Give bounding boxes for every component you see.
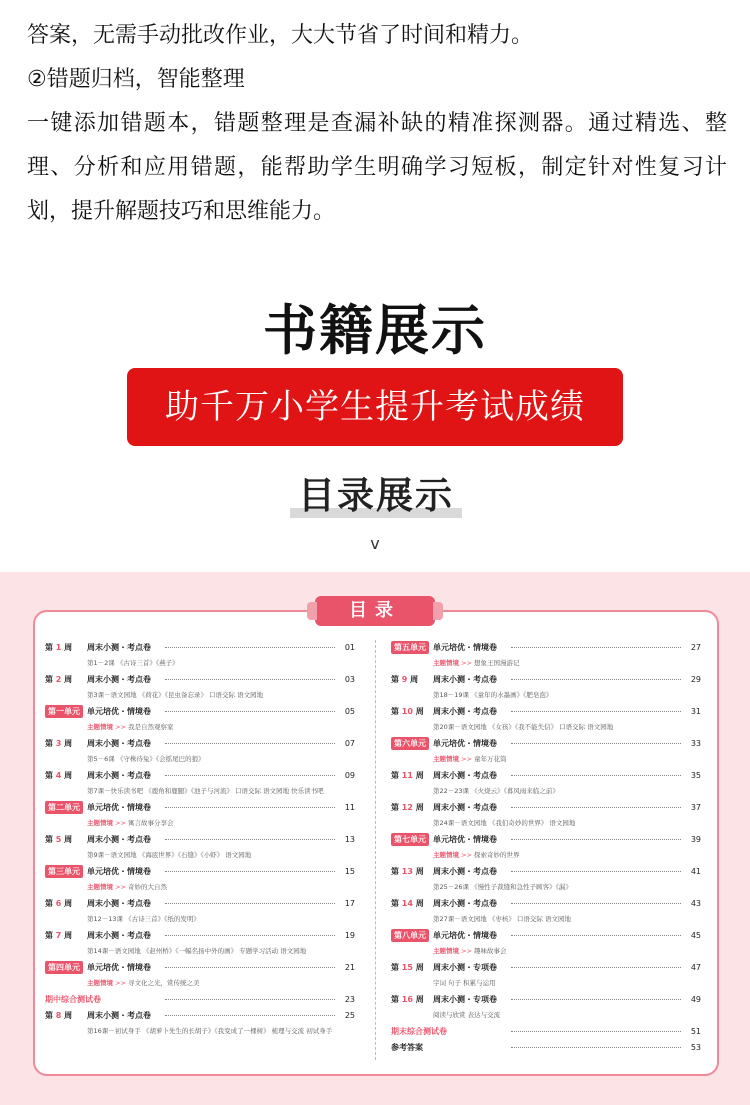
theme-arrow: >> [459,755,475,763]
week-suffix: 周 [61,1011,73,1020]
toc-lesson-line: 第27课－语文园地 《枣核》 口语交际 语文园地 [433,915,571,923]
toc-lesson-line: 第5－6课 《守株待兔》《会摇尾巴的狼》 [87,755,205,763]
toc-entry[interactable] [391,928,701,944]
intro-text [27,14,727,234]
toc-lesson-line: 阅读与欣赏 表达与交流 [433,1011,501,1019]
dot-leader [165,999,335,1000]
theme-text: 趣味故事会 [474,947,507,955]
entry-name: 周末小测・考点卷 [87,771,151,780]
week-number: 4 [55,771,62,780]
toc-entry[interactable] [391,704,701,720]
theme-tag: 主题情境 [87,819,113,827]
page-number: 07 [344,739,355,748]
week-label [45,832,87,848]
entry-name: 周末小测・专项卷 [433,995,497,1004]
toc-entry[interactable] [391,1040,701,1056]
unit-badge: 第八单元 [391,929,429,942]
intro-paragraph-2: 一键添加错题本，错题整理是查漏补缺的精准探测器。通过精选、整理、分析和应用错题，能帮助学生明确学习短板，制定针对性复习计划，提升解题技巧和思维能力。 [27,111,727,224]
entry-name: 周末小测・考点卷 [87,931,151,940]
week-number: 15 [401,963,413,972]
entry-name: 单元培优・情境卷 [433,643,497,652]
entry-name: 参考答案 [391,1043,423,1052]
entry-name: 周末小测・考点卷 [87,643,151,652]
page-number: 47 [690,963,701,972]
toc-entry[interactable] [391,832,701,848]
theme-tag: 主题情境 [433,851,459,859]
unit-badge: 第四单元 [45,961,83,974]
dot-leader [511,647,681,648]
column-divider [375,640,376,1060]
toc-theme-line [45,976,355,992]
toc-lesson-line: 第12－13课 《古诗三首》《纸的发明》 [87,915,200,923]
theme-tag: 主题情境 [433,659,459,667]
dot-leader [165,935,335,936]
dot-leader [511,775,681,776]
theme-arrow: >> [113,883,129,891]
toc-lesson-line: 第16课－初试身手 《胡萝卜先生的长胡子》《我变成了一棵树》 梳理与交流 初试身手 [87,1027,333,1035]
dot-leader [511,839,681,840]
entry-name: 周末小测・考点卷 [87,835,151,844]
toc-entry[interactable] [45,928,355,944]
toc-entry[interactable] [391,992,701,1008]
page-number: 51 [690,1027,701,1036]
theme-arrow: >> [459,947,475,955]
week-label [391,800,433,816]
unit-badge: 第五单元 [391,641,429,654]
dot-leader [165,871,335,872]
week-label [391,960,433,976]
section-title: 书籍展示 [263,299,487,362]
toc-entry[interactable] [391,800,701,816]
toc-lesson-line: 字词 句子 积累与运用 [433,979,496,987]
entry-name: 单元培优・情境卷 [433,739,497,748]
theme-tag: 主题情境 [433,947,459,955]
toc-entry[interactable] [391,736,701,752]
entry-name: 周末小测・考点卷 [433,899,497,908]
entry-name: 周末小测・考点卷 [87,739,151,748]
week-suffix: 周 [61,899,73,908]
theme-text: 寓言故事分享会 [128,819,174,827]
dot-leader [165,839,335,840]
week-number: 13 [401,867,413,876]
toc-lesson-line: 第1－2课 《古诗三首》《燕子》 [87,659,179,667]
toc-theme-line [45,816,355,832]
page-number: 33 [690,739,701,748]
toc-theme-line [45,720,355,736]
week-prefix: 第 [391,707,402,716]
page-number: 11 [344,803,355,812]
unit-badge: 第一单元 [45,705,83,718]
dot-leader [511,1047,681,1048]
unit-badge: 第三单元 [45,865,83,878]
week-number: 1 [55,643,62,652]
week-suffix: 周 [412,995,424,1004]
toc-lesson-line: 第24课－语文园地 《我们奇妙的世界》 语文园地 [433,819,576,827]
week-suffix: 周 [61,835,73,844]
toc-lesson-line: 第20课－语文园地 《女孩》《我不能失信》 口语交际 语文园地 [433,723,614,731]
toc-entry[interactable] [45,1008,355,1024]
dot-leader [511,1031,681,1032]
week-prefix: 第 [391,675,402,684]
chevron-down-icon: v [370,534,380,553]
week-prefix: 第 [391,995,402,1004]
entry-name: 单元培优・情境卷 [87,707,151,716]
week-suffix: 周 [61,675,73,684]
toc-entry[interactable] [45,736,355,752]
week-prefix: 第 [45,835,56,844]
week-label [391,704,433,720]
page-number: 53 [690,1043,701,1052]
page-number: 05 [344,707,355,716]
dot-leader [511,999,681,1000]
page-number: 03 [344,675,355,684]
toc-title: 目录 [315,596,435,626]
dot-leader [165,807,335,808]
unit-badge: 第二单元 [45,801,83,814]
dot-leader [165,967,335,968]
toc-entry[interactable] [45,864,355,880]
dot-leader [511,679,681,680]
page-number: 17 [344,899,355,908]
toc-entry[interactable] [45,768,355,784]
toc-left-column [45,640,355,1040]
week-prefix: 第 [391,867,402,876]
unit-badge: 第七单元 [391,833,429,846]
week-number: 16 [401,995,413,1004]
intro-line-1: 答案，无需手动批改作业，大大节省了时间和精力。 [27,23,534,48]
intro-heading-2: ②错题归档，智能整理 [27,67,245,92]
week-suffix: 周 [61,931,73,940]
page-number: 01 [344,643,355,652]
unit-badge: 第六单元 [391,737,429,750]
toc-lesson-line: 第7课－快乐读书吧 《鹿角和鹿腿》《池子与河流》 口语交际 语文园地 快乐读书吧 [87,787,324,795]
entry-name: 单元培优・情境卷 [87,867,151,876]
theme-tag: 主题情境 [87,883,113,891]
theme-tag: 主题情境 [87,723,113,731]
toc-entry[interactable] [391,640,701,656]
week-label [45,896,87,912]
toc-entry[interactable] [45,960,355,976]
week-label [45,736,87,752]
entry-name: 周末小测・考点卷 [87,1011,151,1020]
slogan-banner: 助千万小学生提升考试成绩 [127,368,623,446]
toc-right-column [391,640,701,1056]
week-number: 9 [401,675,408,684]
week-number: 12 [401,803,413,812]
week-prefix: 第 [391,771,402,780]
week-suffix: 周 [61,643,73,652]
dot-leader [511,903,681,904]
entry-name: 周末小测・考点卷 [433,771,497,780]
theme-text: 探索奇妙的世界 [474,851,520,859]
week-number: 10 [401,707,413,716]
page-number: 41 [690,867,701,876]
toc-lesson-line: 第14课－语文园地 《赵州桥》《一幅名扬中外的画》 专题学习活动 语文园地 [87,947,307,955]
toc-theme-line [391,848,701,864]
week-number: 2 [55,675,62,684]
week-prefix: 第 [45,643,56,652]
theme-tag: 主题情境 [87,979,113,987]
week-label [391,992,433,1008]
entry-name: 单元培优・情境卷 [433,931,497,940]
page-number: 35 [690,771,701,780]
page-number: 09 [344,771,355,780]
toc-lesson-line: 第22－23课 《火烧云》《暮风雨来临之前》 [433,787,559,795]
toc-theme-line [391,944,701,960]
week-number: 14 [401,899,413,908]
week-label [45,1008,87,1024]
entry-name: 周末小测・考点卷 [433,803,497,812]
page-number: 15 [344,867,355,876]
toc-entry[interactable] [45,672,355,688]
page-number: 13 [344,835,355,844]
dot-leader [165,679,335,680]
toc-entry[interactable] [45,800,355,816]
toc-entry[interactable] [45,640,355,656]
week-suffix: 周 [61,739,73,748]
entry-name: 期末综合测试卷 [391,1027,447,1036]
dot-leader [511,967,681,968]
theme-text: 奇妙的大自然 [128,883,168,891]
toc-theme-line [391,752,701,768]
week-label [391,768,433,784]
theme-arrow: >> [113,723,129,731]
week-label [391,672,433,688]
entry-name: 周末小测・考点卷 [87,899,151,908]
week-label [391,896,433,912]
theme-text: 童年万花筒 [474,755,507,763]
week-number: 7 [55,931,62,940]
week-prefix: 第 [45,739,56,748]
toc-lesson-line: 第18－19课 《童年的水墨画》《肥皂泡》 [433,691,553,699]
page-number: 37 [690,803,701,812]
week-prefix: 第 [391,899,402,908]
entry-name: 周末小测・考点卷 [433,675,497,684]
dot-leader [165,711,335,712]
dot-leader [165,647,335,648]
week-number: 3 [55,739,62,748]
entry-name: 周末小测・考点卷 [433,867,497,876]
week-suffix: 周 [412,867,424,876]
page-number: 31 [690,707,701,716]
page-number: 29 [690,675,701,684]
week-suffix: 周 [61,771,73,780]
week-prefix: 第 [45,899,56,908]
toc-entry[interactable] [391,960,701,976]
toc-entry[interactable] [391,768,701,784]
theme-text: 我是自然观察家 [128,723,174,731]
page-number: 43 [690,899,701,908]
week-prefix: 第 [45,675,56,684]
page-number: 45 [690,931,701,940]
toc-entry[interactable] [391,1024,701,1040]
theme-arrow: >> [459,659,475,667]
entry-name: 单元培优・情境卷 [87,803,151,812]
theme-arrow: >> [113,819,129,827]
week-suffix: 周 [412,707,424,716]
week-suffix: 周 [412,899,424,908]
toc-entry[interactable] [45,832,355,848]
toc-theme-line [45,880,355,896]
toc-subtitle [290,472,462,520]
subtitle-text: 目录展示 [298,474,454,517]
theme-text: 想象王国漫游记 [474,659,520,667]
week-prefix: 第 [45,771,56,780]
theme-arrow: >> [459,851,475,859]
entry-name: 周末小测・专项卷 [433,963,497,972]
dot-leader [511,743,681,744]
toc-entry[interactable] [45,704,355,720]
dot-leader [165,743,335,744]
week-label [391,864,433,880]
theme-text: 寻文化之光，赏传统之美 [128,979,200,987]
week-prefix: 第 [391,803,402,812]
week-label [45,928,87,944]
week-suffix: 周 [407,675,419,684]
toc-lesson-line: 第3课－语文园地 《荷花》《昆虫备忘录》 口语交际 语文园地 [87,691,264,699]
page-number: 39 [690,835,701,844]
week-suffix: 周 [412,771,424,780]
theme-tag: 主题情境 [433,755,459,763]
dot-leader [511,807,681,808]
page-number: 23 [344,995,355,1004]
week-prefix: 第 [45,931,56,940]
week-suffix: 周 [412,803,424,812]
page-number: 49 [690,995,701,1004]
entry-name: 单元培优・情境卷 [433,835,497,844]
dot-leader [165,1015,335,1016]
toc-entry[interactable] [45,992,355,1008]
page-number: 25 [344,1011,355,1020]
week-prefix: 第 [391,963,402,972]
toc-entry[interactable] [391,896,701,912]
dot-leader [511,711,681,712]
week-suffix: 周 [412,963,424,972]
page-number: 19 [344,931,355,940]
week-number: 6 [55,899,62,908]
week-prefix: 第 [45,1011,56,1020]
week-number: 11 [401,771,413,780]
dot-leader [511,871,681,872]
week-label [45,768,87,784]
toc-lesson-line: 第25－26课 《慢性子裁缝和急性子顾客》《漏》 [433,883,572,891]
toc-entry[interactable] [45,896,355,912]
week-number: 8 [55,1011,62,1020]
week-label [45,640,87,656]
week-number: 5 [55,835,62,844]
dot-leader [165,775,335,776]
toc-entry[interactable] [391,864,701,880]
dot-leader [165,903,335,904]
theme-arrow: >> [113,979,129,987]
page-number: 21 [344,963,355,972]
week-label [45,672,87,688]
entry-name: 周末小测・考点卷 [87,675,151,684]
toc-lesson-line: 第9课－语文园地 《海底世界》《石缝》《小虾》 语文园地 [87,851,252,859]
page-number: 27 [690,643,701,652]
entry-name: 期中综合测试卷 [45,995,101,1004]
entry-name: 单元培优・情境卷 [87,963,151,972]
toc-entry[interactable] [391,672,701,688]
dot-leader [511,935,681,936]
entry-name: 周末小测・考点卷 [433,707,497,716]
toc-theme-line [391,656,701,672]
